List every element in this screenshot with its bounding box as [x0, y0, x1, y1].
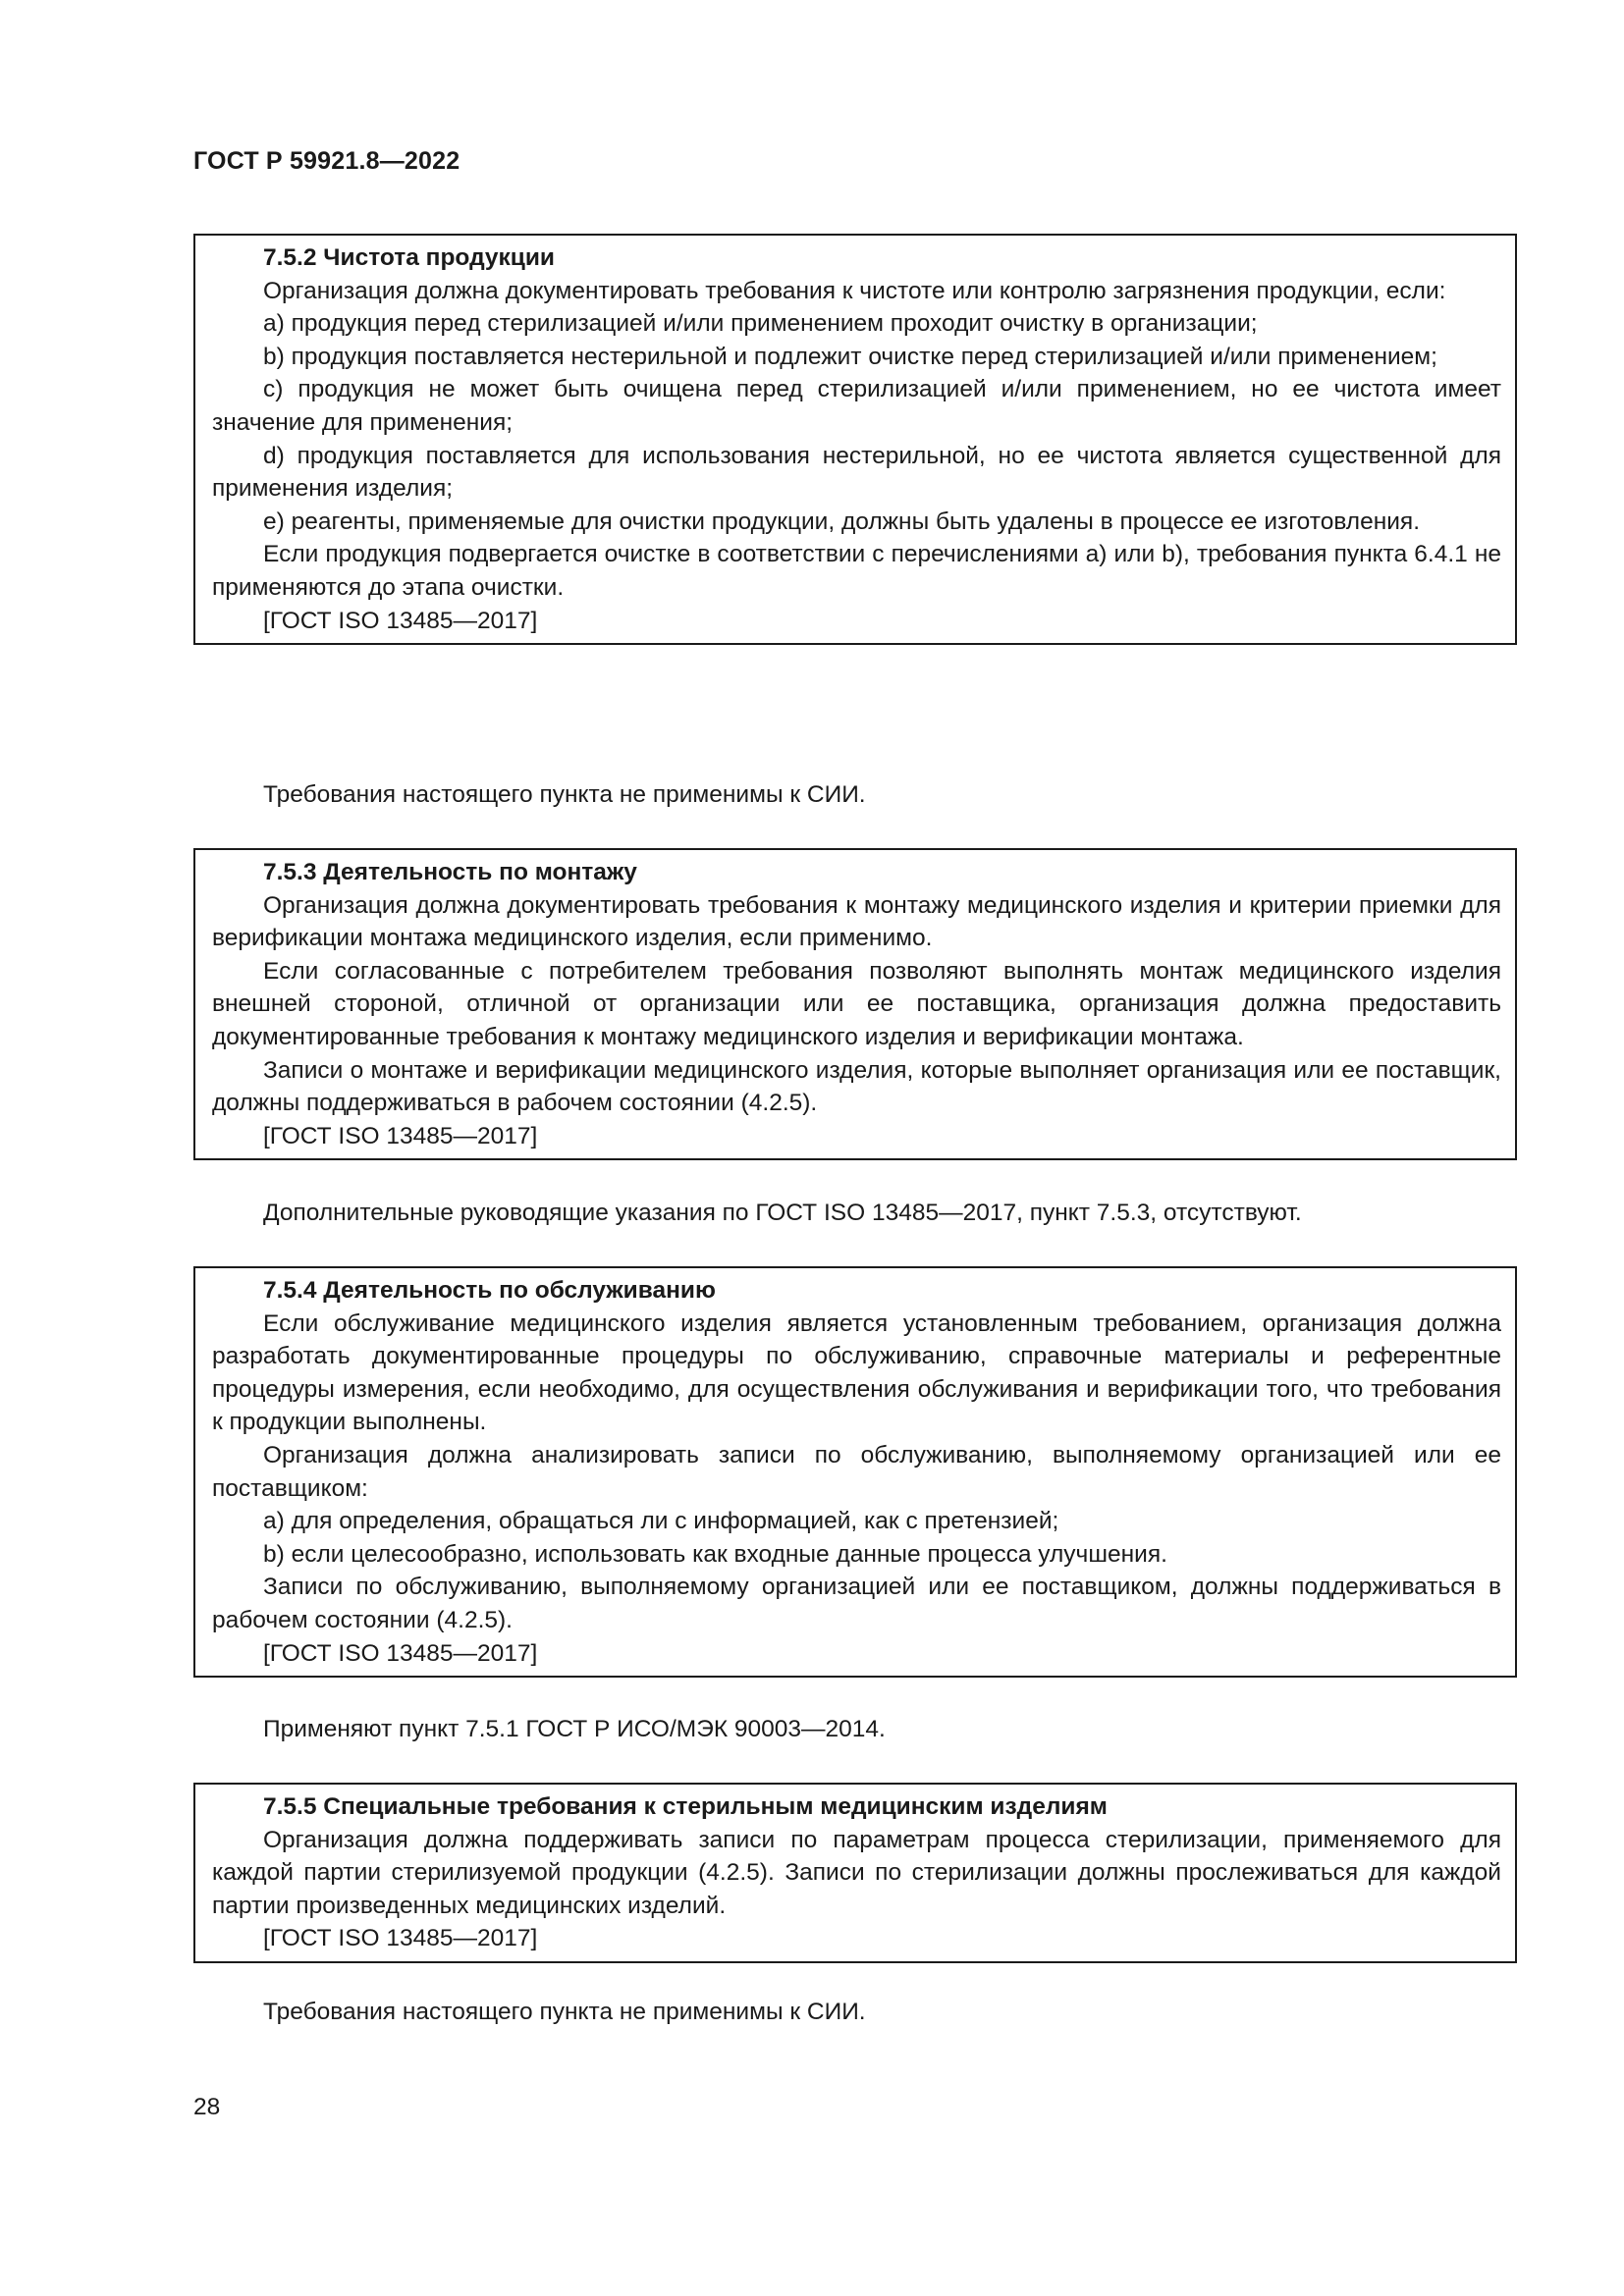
section-7-5-4-box: [193, 1266, 1517, 1678]
section-7-5-2-paragraph-2: Если продукция подвергается очистке в соответствии с перечислениями a) или b), требования пункта 6.4.1 не применяются до этапа очистки.: [212, 541, 1501, 601]
section-7-5-2-item-d: d) продукция поставляется для использования нестерильной, но ее чистота является существенной для применения изделия;: [212, 442, 1501, 503]
section-7-5-5-paragraph-1: Организация должна поддерживать записи по параметрам процесса стерилизации, применяемого для каждой партии стерилизуемой продукции (4.2.5). Записи по стерилизации должны прослеживаться для каждой партии произведенных медицинских изделий.: [212, 1826, 1501, 1919]
note-7-5-2: Требования настоящего пункта не применимы к СИИ.: [263, 781, 866, 808]
section-7-5-4-paragraph-3: Записи по обслуживанию, выполняемому организацией или ее поставщиком, должны поддерживаться в рабочем состоянии (4.2.5).: [212, 1574, 1501, 1633]
section-7-5-5-title: 7.5.5 Специальные требования к стерильным медицинским изделиям: [263, 1793, 1108, 1820]
document-code-header: ГОСТ Р 59921.8—2022: [193, 147, 460, 175]
section-7-5-3-paragraph-3: Записи о монтаже и верификации медицинского изделия, которые выполняет организация или ее поставщик, должны поддерживаться в рабочем состоянии (4.2.5).: [212, 1056, 1501, 1117]
section-7-5-5-reference: [ГОСТ ISO 13485—2017]: [263, 1925, 538, 1952]
section-7-5-2-item-b: b) продукция поставляется нестерильной и подлежит очистке перед стерилизацией и/или применением;: [263, 343, 1437, 370]
section-7-5-4-item-a: a) для определения, обращаться ли с информацией, как с претензией;: [263, 1508, 1059, 1535]
section-7-5-4-paragraph-2: Организация должна анализировать записи по обслуживанию, выполняемому организацией или ее поставщиком:: [212, 1441, 1501, 1502]
section-7-5-2-item-e: e) реагенты, применяемые для очистки продукции, должны быть удалены в процессе ее изготовления.: [263, 507, 1420, 535]
section-7-5-4-reference: [ГОСТ ISO 13485—2017]: [263, 1639, 538, 1667]
note-7-5-5: Требования настоящего пункта не применимы к СИИ.: [263, 1999, 866, 2025]
section-7-5-2-item-c: c) продукция не может быть очищена перед стерилизацией и/или применением, но ее чистота имеет значение для применения;: [212, 376, 1501, 436]
section-7-5-4-title: 7.5.4 Деятельность по обслуживанию: [263, 1277, 716, 1304]
section-7-5-3-title: 7.5.3 Деятельность по монтажу: [263, 859, 637, 885]
section-7-5-3-box: [193, 848, 1517, 1160]
note-7-5-4: Применяют пункт 7.5.1 ГОСТ Р ИСО/МЭК 90003—2014.: [263, 1716, 886, 1742]
section-7-5-2-item-a: a) продукция перед стерилизацией и/или применением проходит очистку в организации;: [263, 310, 1258, 338]
section-7-5-2-title: 7.5.2 Чистота продукции: [263, 244, 555, 271]
page-number: 28: [193, 2094, 221, 2120]
section-7-5-2-reference: [ГОСТ ISO 13485—2017]: [263, 607, 538, 634]
section-7-5-2-paragraph-1: Организация должна документировать требования к чистоте или контролю загрязнения продукции, если:: [263, 277, 1446, 304]
section-7-5-4-item-b: b) если целесообразно, использовать как входные данные процесса улучшения.: [263, 1540, 1167, 1568]
section-7-5-4-paragraph-1: Если обслуживание медицинского изделия является установленным требованием, организация должна разработать документированные процедуры по обслуживанию, справочные материалы и референтные процедуры измерения, если необходимо, для осуществления обслуживания и верификации того, что требования к продукции выполнены.: [212, 1309, 1501, 1436]
section-7-5-3-paragraph-2: Если согласованные с потребителем требования позволяют выполнять монтаж медицинского изделия внешней стороной, отличной от организации или ее поставщика, организация должна предоставить документированные требования к монтажу медицинского изделия и верификации монтажа.: [212, 957, 1501, 1050]
note-7-5-3: Дополнительные руководящие указания по ГОСТ ISO 13485—2017, пункт 7.5.3, отсутствуют.: [263, 1200, 1302, 1226]
section-7-5-5-box: [193, 1783, 1517, 1963]
section-7-5-3-reference: [ГОСТ ISO 13485—2017]: [263, 1122, 538, 1149]
section-7-5-3-paragraph-1: Организация должна документировать требования к монтажу медицинского изделия и критерии приемки для верификации монтажа медицинского изделия, если применимо.: [212, 891, 1501, 952]
section-7-5-2-box: [193, 234, 1517, 645]
